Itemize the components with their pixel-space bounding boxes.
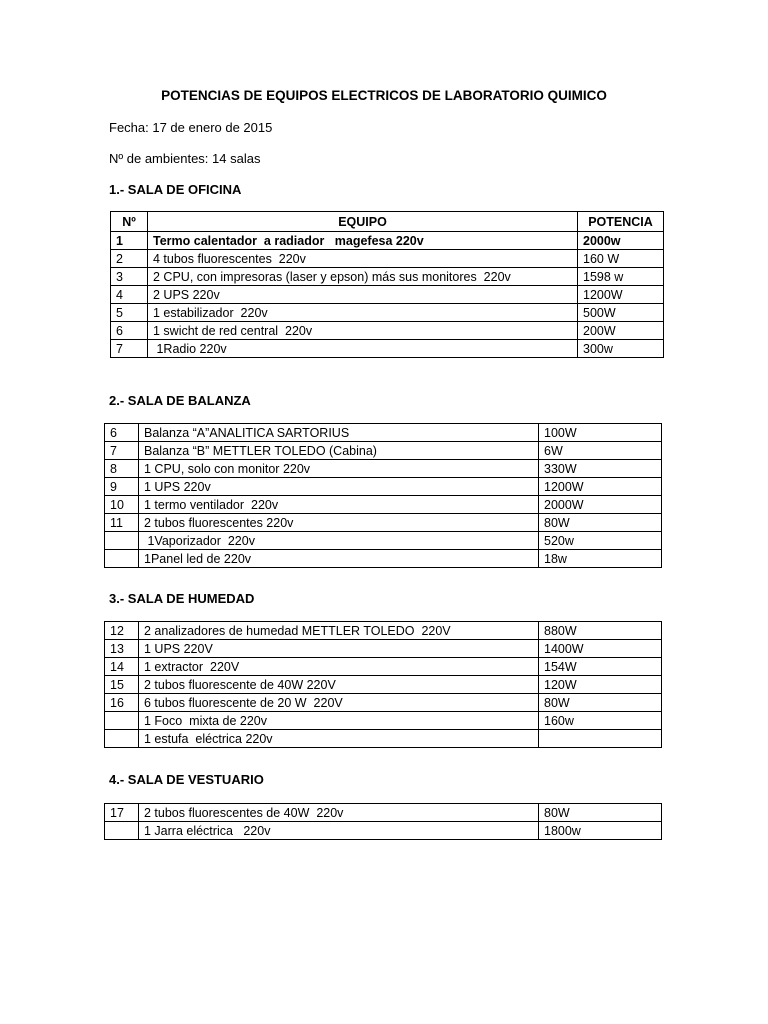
table-row xyxy=(105,622,662,640)
equipment-cell: 1 Jarra eléctrica 220v xyxy=(139,822,539,840)
table-header-row xyxy=(111,212,664,232)
table-row xyxy=(105,424,662,442)
equipment-cell: 1 UPS 220V xyxy=(139,640,539,658)
table-row xyxy=(105,496,662,514)
table-row xyxy=(111,268,664,286)
power-cell: 120W xyxy=(539,676,662,694)
power-cell: 2000w xyxy=(578,232,664,250)
table-row xyxy=(111,304,664,322)
row-number: 9 xyxy=(105,478,139,496)
power-cell: 200W xyxy=(578,322,664,340)
equipment-cell: 1Panel led de 220v xyxy=(139,550,539,568)
equipment-cell: 2 UPS 220v xyxy=(148,286,578,304)
row-number: 7 xyxy=(111,340,148,358)
power-cell xyxy=(539,730,662,748)
row-number: 1 xyxy=(111,232,148,250)
power-cell: 160w xyxy=(539,712,662,730)
power-cell: 1800w xyxy=(539,822,662,840)
row-number: 12 xyxy=(105,622,139,640)
table-sala-oficina xyxy=(110,211,664,358)
equipment-cell: 1 UPS 220v xyxy=(139,478,539,496)
power-cell: 1200W xyxy=(578,286,664,304)
equipment-cell: 4 tubos fluorescentes 220v xyxy=(148,250,578,268)
row-number: 3 xyxy=(111,268,148,286)
power-cell: 2000W xyxy=(539,496,662,514)
power-cell: 520w xyxy=(539,532,662,550)
equipment-cell: 1 estufa eléctrica 220v xyxy=(139,730,539,748)
equipment-cell: 2 analizadores de humedad METTLER TOLEDO 220V xyxy=(139,622,539,640)
power-cell: 1400W xyxy=(539,640,662,658)
row-number: 6 xyxy=(111,322,148,340)
header-equipment: EQUIPO xyxy=(148,212,578,232)
table-row xyxy=(111,340,664,358)
table-sala-vestuario xyxy=(104,803,662,840)
table-row xyxy=(111,322,664,340)
power-cell: 1598 w xyxy=(578,268,664,286)
row-number: 16 xyxy=(105,694,139,712)
section-heading-vestuario: 4.- SALA DE VESTUARIO xyxy=(109,772,264,787)
header-number: Nº xyxy=(111,212,148,232)
equipment-cell: 1Vaporizador 220v xyxy=(139,532,539,550)
power-cell: 100W xyxy=(539,424,662,442)
section-heading-humedad: 3.- SALA DE HUMEDAD xyxy=(109,591,255,606)
section-heading-oficina: 1.- SALA DE OFICINA xyxy=(109,182,242,197)
row-number: 11 xyxy=(105,514,139,532)
table-row xyxy=(105,694,662,712)
table-row xyxy=(111,286,664,304)
row-number: 15 xyxy=(105,676,139,694)
equipment-cell: 1 termo ventilador 220v xyxy=(139,496,539,514)
row-number: 7 xyxy=(105,442,139,460)
table-sala-humedad xyxy=(104,621,662,748)
row-number: 2 xyxy=(111,250,148,268)
power-cell: 880W xyxy=(539,622,662,640)
row-number: 5 xyxy=(111,304,148,322)
equipment-cell: 1 swicht de red central 220v xyxy=(148,322,578,340)
section-heading-balanza: 2.- SALA DE BALANZA xyxy=(109,393,251,408)
row-number xyxy=(105,730,139,748)
row-number xyxy=(105,712,139,730)
equipment-cell: Balanza “B” METTLER TOLEDO (Cabina) xyxy=(139,442,539,460)
equipment-cell: 1 CPU, solo con monitor 220v xyxy=(139,460,539,478)
row-number xyxy=(105,532,139,550)
table-row xyxy=(105,676,662,694)
power-cell: 154W xyxy=(539,658,662,676)
equipment-cell: 2 tubos fluorescentes 220v xyxy=(139,514,539,532)
power-cell: 500W xyxy=(578,304,664,322)
table-row xyxy=(105,730,662,748)
power-cell: 160 W xyxy=(578,250,664,268)
row-number: 13 xyxy=(105,640,139,658)
row-number: 4 xyxy=(111,286,148,304)
power-cell: 80W xyxy=(539,694,662,712)
row-number: 6 xyxy=(105,424,139,442)
table-row xyxy=(105,442,662,460)
power-cell: 80W xyxy=(539,514,662,532)
header-power: POTENCIA xyxy=(578,212,664,232)
table-row xyxy=(105,712,662,730)
table-row xyxy=(105,822,662,840)
equipment-cell: 2 tubos fluorescentes de 40W 220v xyxy=(139,804,539,822)
equipment-cell: 6 tubos fluorescente de 20 W 220V xyxy=(139,694,539,712)
row-number: 8 xyxy=(105,460,139,478)
table-row xyxy=(105,460,662,478)
equipment-cell: 1 Foco mixta de 220v xyxy=(139,712,539,730)
table-row xyxy=(105,804,662,822)
row-number xyxy=(105,822,139,840)
power-cell: 80W xyxy=(539,804,662,822)
table-sala-balanza xyxy=(104,423,662,568)
power-cell: 18w xyxy=(539,550,662,568)
row-number xyxy=(105,550,139,568)
equipment-cell: 1 estabilizador 220v xyxy=(148,304,578,322)
power-cell: 1200W xyxy=(539,478,662,496)
date-line: Fecha: 17 de enero de 2015 xyxy=(109,120,273,135)
power-cell: 6W xyxy=(539,442,662,460)
table-row xyxy=(105,658,662,676)
equipment-cell: Balanza “A”ANALITICA SARTORIUS xyxy=(139,424,539,442)
equipment-cell: 1Radio 220v xyxy=(148,340,578,358)
table-row xyxy=(111,232,664,250)
equipment-cell: 1 extractor 220V xyxy=(139,658,539,676)
row-number: 14 xyxy=(105,658,139,676)
table-row xyxy=(111,250,664,268)
rooms-line: Nº de ambientes: 14 salas xyxy=(109,151,261,166)
equipment-cell: Termo calentador a radiador magefesa 220v xyxy=(148,232,578,250)
table-row xyxy=(105,640,662,658)
row-number: 10 xyxy=(105,496,139,514)
row-number: 17 xyxy=(105,804,139,822)
equipment-cell: 2 tubos fluorescente de 40W 220V xyxy=(139,676,539,694)
page-title: POTENCIAS DE EQUIPOS ELECTRICOS DE LABORATORIO QUIMICO xyxy=(161,88,607,103)
table-row xyxy=(105,514,662,532)
equipment-cell: 2 CPU, con impresoras (laser y epson) más sus monitores 220v xyxy=(148,268,578,286)
table-row xyxy=(105,550,662,568)
table-row xyxy=(105,478,662,496)
power-cell: 300w xyxy=(578,340,664,358)
table-row xyxy=(105,532,662,550)
power-cell: 330W xyxy=(539,460,662,478)
